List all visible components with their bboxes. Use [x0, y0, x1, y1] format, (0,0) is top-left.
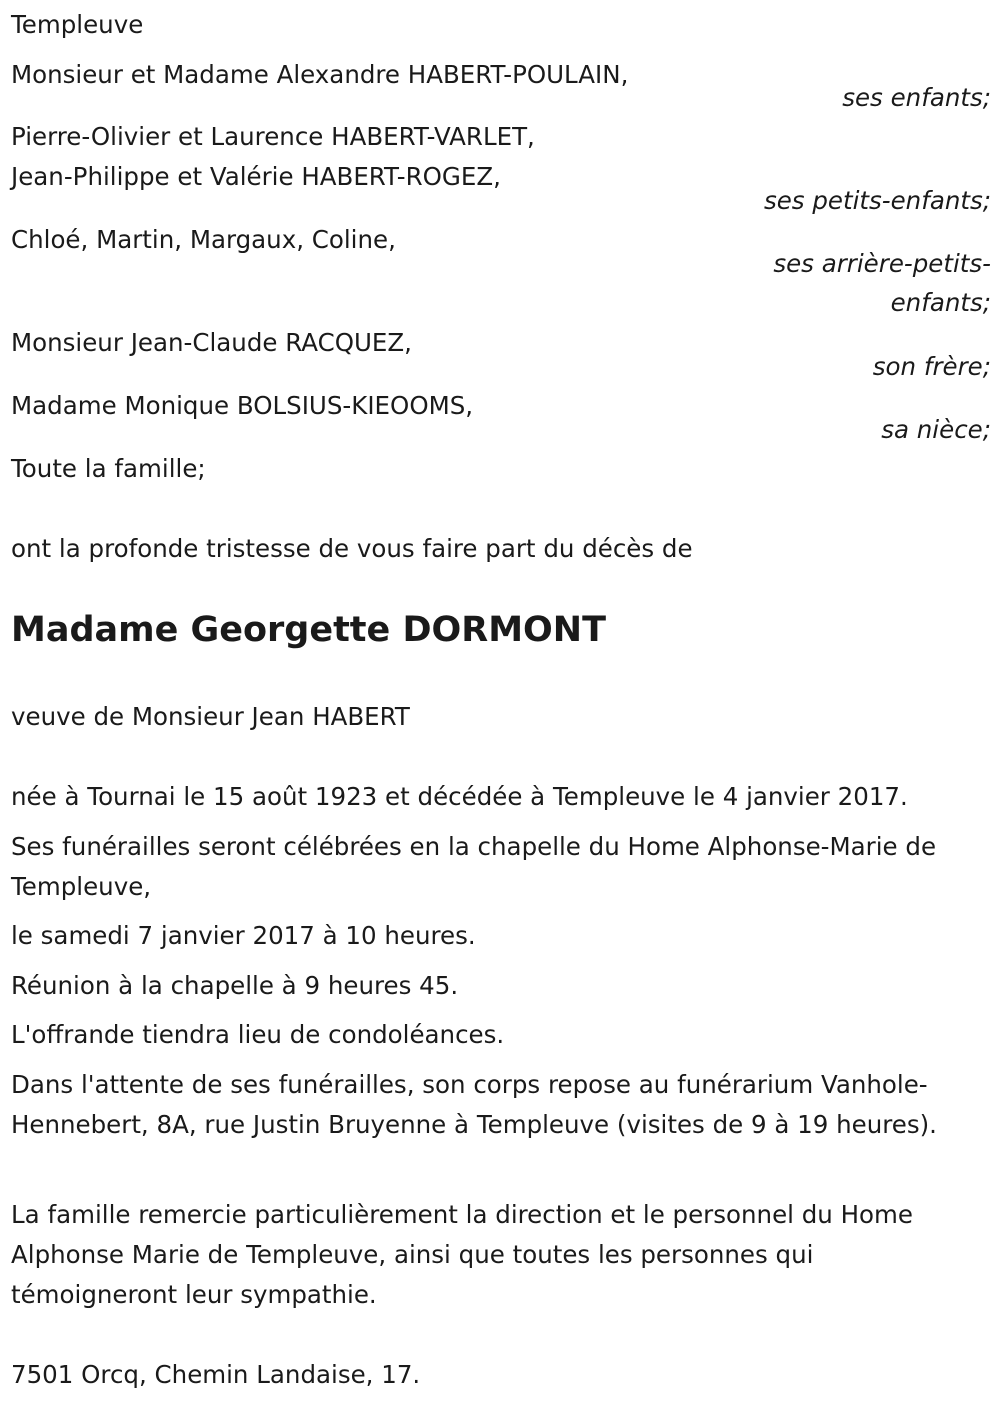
deceased-name: Madame Georgette DORMONT [11, 610, 606, 650]
place-heading: Templeuve [11, 10, 144, 39]
children-role: ses enfants; [842, 83, 991, 112]
grandchildren-names-2: Jean-Philippe et Valérie HABERT-ROGEZ, [11, 162, 501, 191]
announcement-intro: ont la profonde tristesse de vous faire part du décès de [11, 534, 693, 563]
offering-note: L'offrande tiendra lieu de condoléances. [11, 1020, 505, 1049]
great-grandchildren-role-1: ses arrière-petits- [773, 249, 991, 278]
brother-name: Monsieur Jean-Claude RACQUEZ, [11, 328, 412, 357]
grandchildren-role: ses petits-enfants; [763, 186, 991, 215]
widow-of: veuve de Monsieur Jean HABERT [11, 702, 410, 731]
children-names: Monsieur et Madame Alexandre HABERT-POULAIN, [11, 60, 629, 89]
meeting-time: Réunion à la chapelle à 9 heures 45. [11, 971, 459, 1000]
grandchildren-names-1: Pierre-Olivier et Laurence HABERT-VARLET, [11, 122, 535, 151]
address: 7501 Orcq, Chemin Landaise, 17. [11, 1360, 421, 1389]
funerarium-info: Dans l'attente de ses funérailles, son corps repose au funérarium Vanhole-Hennebert, 8A, rue Justin Bruyenne à Templeuve (visites de 9 à 19 heures). [11, 1070, 937, 1139]
funeral-place: Ses funérailles seront célébrées en la chapelle du Home Alphonse-Marie de Templeuve, [11, 832, 937, 901]
funeral-date: le samedi 7 janvier 2017 à 10 heures. [11, 921, 476, 950]
brother-role: son frère; [872, 352, 991, 381]
niece-role: sa nièce; [881, 415, 991, 444]
great-grandchildren-names: Chloé, Martin, Margaux, Coline, [11, 225, 396, 254]
niece-name: Madame Monique BOLSIUS-KIEOOMS, [11, 391, 474, 420]
whole-family: Toute la famille; [11, 454, 206, 483]
great-grandchildren-role-2: enfants; [890, 288, 991, 317]
thanks-note: La famille remercie particulièrement la direction et le personnel du Home Alphonse Marie de Templeuve, ainsi que toutes les personnes qui témoigneront leur sympathie. [11, 1200, 913, 1309]
birth-death: née à Tournai le 15 août 1923 et décédée à Templeuve le 4 janvier 2017. [11, 782, 908, 811]
